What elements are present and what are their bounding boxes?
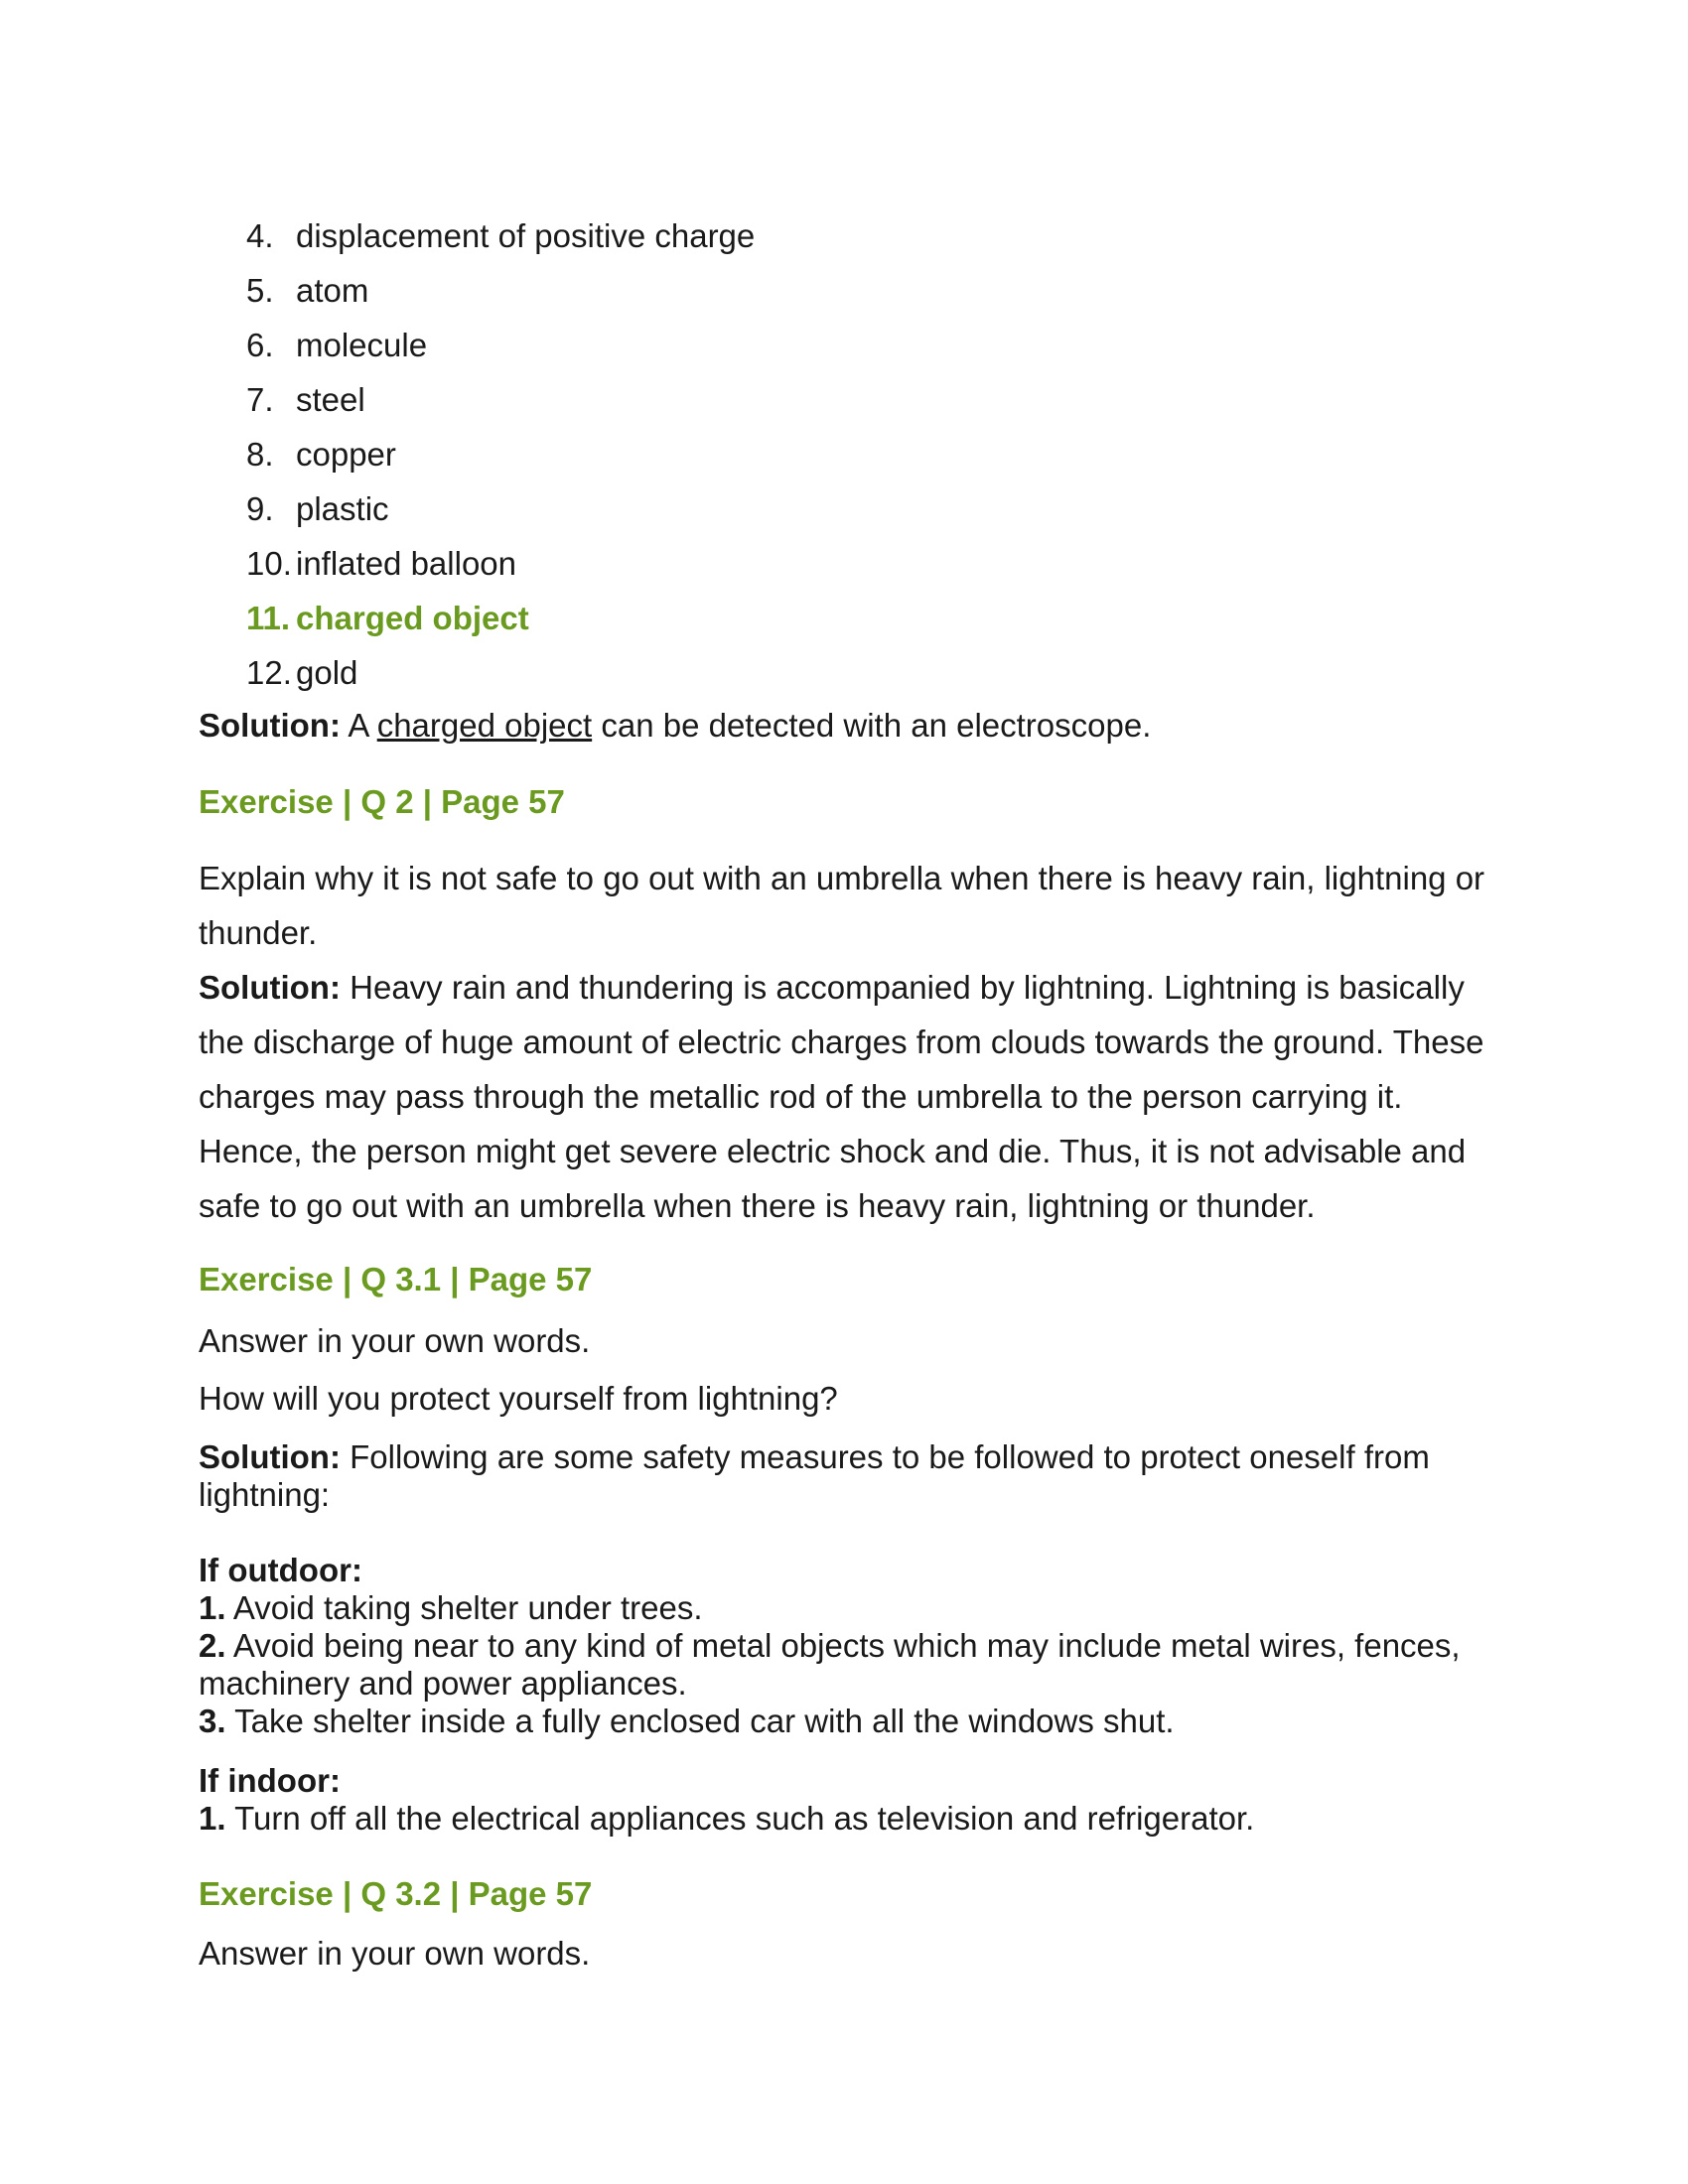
instruction-q3-2: Answer in your own words. xyxy=(199,1935,591,1972)
solution-q3-1: Solution: Following are some safety measures to be followed to protect oneself from lightning: xyxy=(199,1438,1430,1513)
instruction-q3-1: Answer in your own words. xyxy=(199,1322,591,1359)
exercise-heading-q2: Exercise | Q 2 | Page 57 xyxy=(199,783,565,820)
indoor-title: If indoor: xyxy=(199,1762,341,1799)
list-item: 1. Turn off all the electrical appliances such as television and refrigerator. xyxy=(199,1800,1255,1837)
solution-q2: Solution: Heavy rain and thundering is accompanied by lightning. Lightning is basically the discharge of huge amount of electric charges from clouds towards the ground. These charges may pass through the metallic rod of the umbrella to the person carrying it. Hence, the person might get severe electric shock and die. Thus, it is not advisable and safe to go out with an umbrella when there is heavy rain, lightning or thunder. xyxy=(199,969,1484,1224)
list-item: 10. inflated balloon xyxy=(246,545,517,582)
list-item: 12. gold xyxy=(246,654,358,691)
list-item: 8. copper xyxy=(246,436,396,473)
question-q3-1: How will you protect yourself from lightning? xyxy=(199,1380,838,1417)
exercise-heading-q3-2: Exercise | Q 3.2 | Page 57 xyxy=(199,1875,593,1912)
outdoor-measures xyxy=(199,1552,1489,1740)
list-item: 9. plastic xyxy=(246,490,389,527)
indoor-measures xyxy=(199,1762,1489,1838)
list-item: 2. Avoid being near to any kind of metal objects which may include metal wires, fences, machinery and power appliances. xyxy=(199,1627,1461,1702)
list-item: 7. steel xyxy=(246,381,365,418)
list-item: 4. displacement of positive charge xyxy=(246,217,756,254)
list-item: 1. Avoid taking shelter under trees. xyxy=(199,1589,703,1626)
list-item: 6. molecule xyxy=(246,327,428,363)
list-item: 3. Take shelter inside a fully enclosed car with all the windows shut. xyxy=(199,1703,1175,1739)
outdoor-title: If outdoor: xyxy=(199,1552,362,1588)
question-q2: Explain why it is not safe to go out with an umbrella when there is heavy rain, lightning or thunder. xyxy=(199,860,1485,951)
exercise-heading-q3-1: Exercise | Q 3.1 | Page 57 xyxy=(199,1261,593,1297)
solution-1: Solution: A charged object can be detected with an electroscope. xyxy=(199,707,1152,744)
list-item-correct-answer: 11. charged object xyxy=(246,600,529,636)
underlined-term: charged object xyxy=(376,707,593,744)
list-item: 5. atom xyxy=(246,272,369,309)
options-list xyxy=(246,208,755,700)
